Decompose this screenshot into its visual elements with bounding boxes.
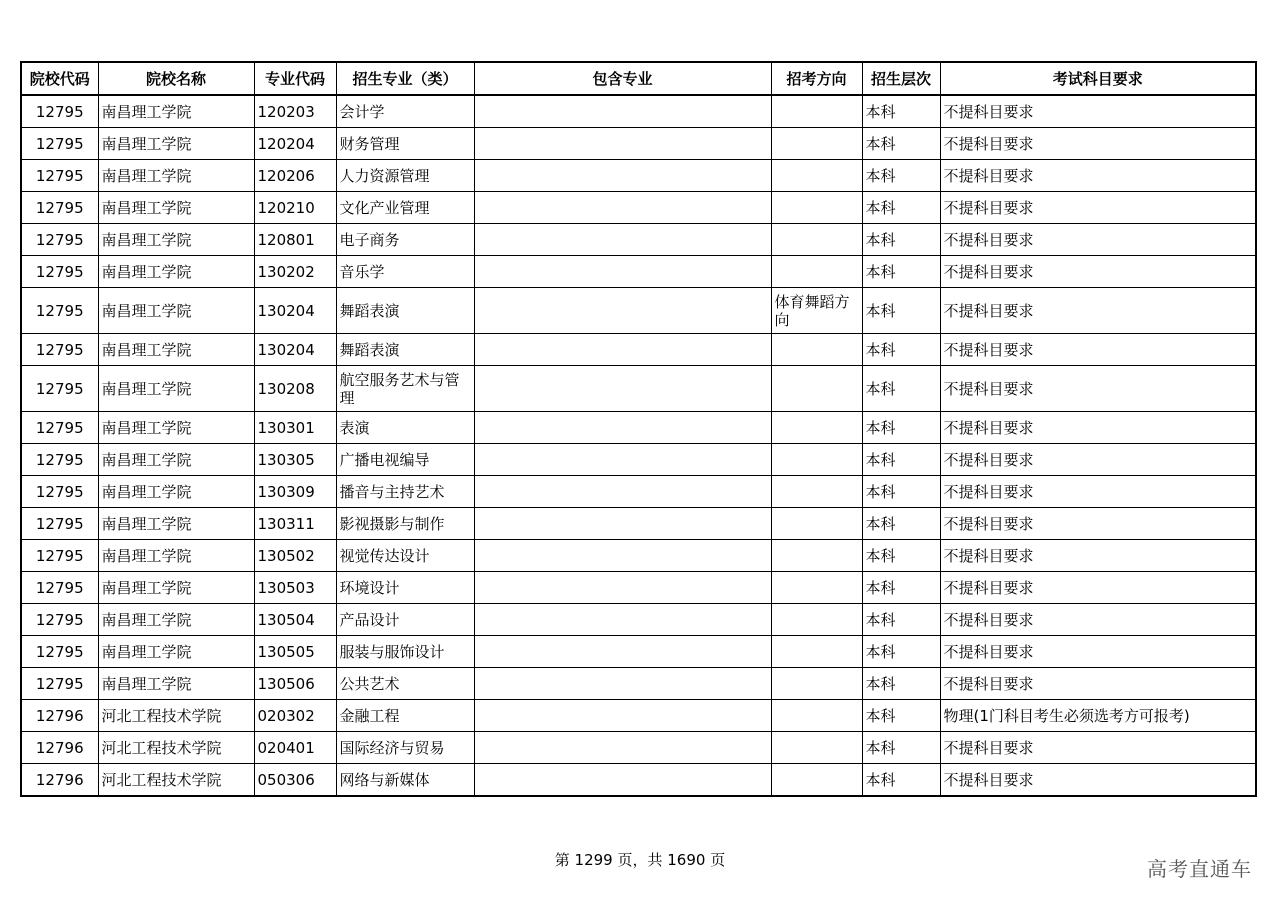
cell-included-majors — [474, 128, 771, 160]
table-row — [21, 334, 1256, 366]
cell-school-code: 12795 — [21, 288, 98, 334]
cell-school-code: 12795 — [21, 95, 98, 128]
cell-included-majors — [474, 508, 771, 540]
cell-major-code: 120801 — [254, 224, 336, 256]
cell-major-code: 120204 — [254, 128, 336, 160]
cell-major: 会计学 — [336, 95, 474, 128]
cell-direction — [771, 668, 862, 700]
cell-major-code: 130504 — [254, 604, 336, 636]
cell-subject-requirement: 不提科目要求 — [940, 636, 1256, 668]
cell-direction — [771, 604, 862, 636]
header-direction: 招考方向 — [771, 62, 862, 95]
cell-included-majors — [474, 604, 771, 636]
cell-direction — [771, 636, 862, 668]
cell-direction — [771, 256, 862, 288]
cell-direction — [771, 224, 862, 256]
cell-school-name: 南昌理工学院 — [98, 192, 254, 224]
cell-school-code: 12795 — [21, 192, 98, 224]
cell-direction — [771, 764, 862, 797]
cell-subject-requirement: 不提科目要求 — [940, 572, 1256, 604]
cell-included-majors — [474, 764, 771, 797]
cell-included-majors — [474, 476, 771, 508]
cell-school-name: 南昌理工学院 — [98, 256, 254, 288]
cell-major: 金融工程 — [336, 700, 474, 732]
cell-included-majors — [474, 192, 771, 224]
cell-major: 公共艺术 — [336, 668, 474, 700]
cell-major: 服装与服饰设计 — [336, 636, 474, 668]
cell-major-code: 020302 — [254, 700, 336, 732]
cell-included-majors — [474, 732, 771, 764]
cell-major-code: 130311 — [254, 508, 336, 540]
cell-level: 本科 — [862, 732, 940, 764]
cell-major: 视觉传达设计 — [336, 540, 474, 572]
table-row — [21, 540, 1256, 572]
cell-subject-requirement: 不提科目要求 — [940, 288, 1256, 334]
cell-subject-requirement: 物理(1门科目考生必须选考方可报考) — [940, 700, 1256, 732]
cell-level: 本科 — [862, 224, 940, 256]
cell-included-majors — [474, 366, 771, 412]
table-row — [21, 700, 1256, 732]
cell-school-code: 12795 — [21, 636, 98, 668]
cell-direction — [771, 192, 862, 224]
cell-school-name: 南昌理工学院 — [98, 572, 254, 604]
table-row — [21, 412, 1256, 444]
cell-school-code: 12795 — [21, 476, 98, 508]
table-row — [21, 604, 1256, 636]
table-body — [21, 95, 1256, 796]
table-row — [21, 192, 1256, 224]
cell-major-code: 130506 — [254, 668, 336, 700]
cell-school-name: 南昌理工学院 — [98, 160, 254, 192]
cell-level: 本科 — [862, 444, 940, 476]
cell-direction — [771, 540, 862, 572]
cell-level: 本科 — [862, 160, 940, 192]
page-number: 第 1299 页，共 1690 页 — [554, 851, 726, 869]
cell-school-name: 南昌理工学院 — [98, 604, 254, 636]
cell-school-code: 12795 — [21, 668, 98, 700]
cell-included-majors — [474, 160, 771, 192]
cell-major: 舞蹈表演 — [336, 334, 474, 366]
cell-major: 国际经济与贸易 — [336, 732, 474, 764]
cell-school-code: 12795 — [21, 444, 98, 476]
cell-subject-requirement: 不提科目要求 — [940, 160, 1256, 192]
cell-major: 人力资源管理 — [336, 160, 474, 192]
cell-level: 本科 — [862, 604, 940, 636]
cell-major: 舞蹈表演 — [336, 288, 474, 334]
cell-school-name: 南昌理工学院 — [98, 508, 254, 540]
cell-included-majors — [474, 540, 771, 572]
cell-included-majors — [474, 700, 771, 732]
cell-major: 环境设计 — [336, 572, 474, 604]
cell-major: 影视摄影与制作 — [336, 508, 474, 540]
cell-level: 本科 — [862, 540, 940, 572]
cell-school-code: 12795 — [21, 412, 98, 444]
cell-level: 本科 — [862, 508, 940, 540]
cell-included-majors — [474, 412, 771, 444]
cell-subject-requirement: 不提科目要求 — [940, 334, 1256, 366]
cell-major: 航空服务艺术与管理 — [336, 366, 474, 412]
header-major: 招生专业（类） — [336, 62, 474, 95]
cell-school-code: 12795 — [21, 224, 98, 256]
cell-included-majors — [474, 288, 771, 334]
cell-school-code: 12796 — [21, 732, 98, 764]
table-row — [21, 256, 1256, 288]
cell-major-code: 050306 — [254, 764, 336, 797]
cell-school-name: 南昌理工学院 — [98, 95, 254, 128]
cell-direction — [771, 476, 862, 508]
cell-level: 本科 — [862, 476, 940, 508]
header-school-name: 院校名称 — [98, 62, 254, 95]
cell-school-name: 南昌理工学院 — [98, 636, 254, 668]
cell-school-name: 南昌理工学院 — [98, 366, 254, 412]
cell-direction — [771, 508, 862, 540]
cell-included-majors — [474, 636, 771, 668]
cell-major: 广播电视编导 — [336, 444, 474, 476]
cell-included-majors — [474, 572, 771, 604]
cell-school-code: 12795 — [21, 508, 98, 540]
table-row — [21, 476, 1256, 508]
table-row — [21, 668, 1256, 700]
cell-subject-requirement: 不提科目要求 — [940, 128, 1256, 160]
table-row — [21, 95, 1256, 128]
cell-school-name: 南昌理工学院 — [98, 128, 254, 160]
cell-school-name: 南昌理工学院 — [98, 288, 254, 334]
cell-major-code: 130301 — [254, 412, 336, 444]
cell-included-majors — [474, 668, 771, 700]
table-row — [21, 224, 1256, 256]
cell-direction — [771, 732, 862, 764]
cell-major-code: 020401 — [254, 732, 336, 764]
cell-major: 播音与主持艺术 — [336, 476, 474, 508]
cell-direction — [771, 366, 862, 412]
cell-school-code: 12796 — [21, 700, 98, 732]
cell-major-code: 130309 — [254, 476, 336, 508]
table-row — [21, 572, 1256, 604]
table-header-row — [21, 62, 1256, 95]
cell-included-majors — [474, 95, 771, 128]
cell-level: 本科 — [862, 95, 940, 128]
cell-major-code: 130202 — [254, 256, 336, 288]
cell-subject-requirement: 不提科目要求 — [940, 764, 1256, 797]
cell-subject-requirement: 不提科目要求 — [940, 366, 1256, 412]
cell-school-code: 12795 — [21, 128, 98, 160]
cell-subject-requirement: 不提科目要求 — [940, 95, 1256, 128]
cell-major: 网络与新媒体 — [336, 764, 474, 797]
cell-subject-requirement: 不提科目要求 — [940, 604, 1256, 636]
cell-level: 本科 — [862, 256, 940, 288]
cell-direction — [771, 700, 862, 732]
cell-major: 文化产业管理 — [336, 192, 474, 224]
cell-major-code: 120210 — [254, 192, 336, 224]
cell-major-code: 130305 — [254, 444, 336, 476]
cell-direction — [771, 444, 862, 476]
cell-major: 产品设计 — [336, 604, 474, 636]
cell-school-name: 南昌理工学院 — [98, 224, 254, 256]
cell-school-code: 12796 — [21, 764, 98, 797]
cell-subject-requirement: 不提科目要求 — [940, 508, 1256, 540]
cell-major-code: 130204 — [254, 334, 336, 366]
cell-included-majors — [474, 444, 771, 476]
cell-school-code: 12795 — [21, 256, 98, 288]
cell-direction — [771, 160, 862, 192]
cell-major-code: 130502 — [254, 540, 336, 572]
cell-direction — [771, 412, 862, 444]
cell-direction — [771, 95, 862, 128]
cell-school-code: 12795 — [21, 334, 98, 366]
table-row — [21, 764, 1256, 797]
admissions-table — [20, 61, 1257, 797]
table-row — [21, 444, 1256, 476]
cell-school-name: 南昌理工学院 — [98, 540, 254, 572]
cell-direction — [771, 572, 862, 604]
cell-subject-requirement: 不提科目要求 — [940, 224, 1256, 256]
table-row — [21, 636, 1256, 668]
cell-school-code: 12795 — [21, 540, 98, 572]
table-row — [21, 160, 1256, 192]
cell-direction — [771, 128, 862, 160]
cell-level: 本科 — [862, 334, 940, 366]
cell-subject-requirement: 不提科目要求 — [940, 476, 1256, 508]
cell-level: 本科 — [862, 192, 940, 224]
cell-major: 电子商务 — [336, 224, 474, 256]
header-included-majors: 包含专业 — [474, 62, 771, 95]
table-row — [21, 128, 1256, 160]
cell-level: 本科 — [862, 764, 940, 797]
cell-school-name: 南昌理工学院 — [98, 334, 254, 366]
cell-school-name: 南昌理工学院 — [98, 444, 254, 476]
cell-level: 本科 — [862, 128, 940, 160]
cell-included-majors — [474, 256, 771, 288]
cell-major: 音乐学 — [336, 256, 474, 288]
cell-level: 本科 — [862, 572, 940, 604]
cell-major: 表演 — [336, 412, 474, 444]
cell-major: 财务管理 — [336, 128, 474, 160]
cell-major-code: 130204 — [254, 288, 336, 334]
cell-subject-requirement: 不提科目要求 — [940, 668, 1256, 700]
cell-school-name: 南昌理工学院 — [98, 412, 254, 444]
header-level: 招生层次 — [862, 62, 940, 95]
header-school-code: 院校代码 — [21, 62, 98, 95]
cell-major-code: 130208 — [254, 366, 336, 412]
cell-school-name: 南昌理工学院 — [98, 476, 254, 508]
header-major-code: 专业代码 — [254, 62, 336, 95]
cell-major-code: 130503 — [254, 572, 336, 604]
cell-school-name: 河北工程技术学院 — [98, 764, 254, 797]
cell-direction: 体育舞蹈方向 — [771, 288, 862, 334]
cell-level: 本科 — [862, 636, 940, 668]
cell-school-code: 12795 — [21, 604, 98, 636]
cell-subject-requirement: 不提科目要求 — [940, 540, 1256, 572]
table-row — [21, 288, 1256, 334]
cell-level: 本科 — [862, 412, 940, 444]
cell-subject-requirement: 不提科目要求 — [940, 412, 1256, 444]
cell-major-code: 120203 — [254, 95, 336, 128]
cell-level: 本科 — [862, 700, 940, 732]
cell-direction — [771, 334, 862, 366]
cell-major-code: 130505 — [254, 636, 336, 668]
table-row — [21, 732, 1256, 764]
cell-school-name: 南昌理工学院 — [98, 668, 254, 700]
cell-level: 本科 — [862, 366, 940, 412]
watermark-text: 高考直通车 — [1147, 857, 1252, 881]
cell-subject-requirement: 不提科目要求 — [940, 732, 1256, 764]
table-row — [21, 508, 1256, 540]
table-row — [21, 366, 1256, 412]
cell-school-code: 12795 — [21, 366, 98, 412]
cell-subject-requirement: 不提科目要求 — [940, 444, 1256, 476]
cell-level: 本科 — [862, 288, 940, 334]
cell-level: 本科 — [862, 668, 940, 700]
cell-school-code: 12795 — [21, 160, 98, 192]
cell-subject-requirement: 不提科目要求 — [940, 192, 1256, 224]
cell-school-name: 河北工程技术学院 — [98, 700, 254, 732]
cell-school-name: 河北工程技术学院 — [98, 732, 254, 764]
cell-major-code: 120206 — [254, 160, 336, 192]
cell-subject-requirement: 不提科目要求 — [940, 256, 1256, 288]
cell-included-majors — [474, 334, 771, 366]
cell-school-code: 12795 — [21, 572, 98, 604]
header-subject-requirement: 考试科目要求 — [940, 62, 1256, 95]
cell-included-majors — [474, 224, 771, 256]
